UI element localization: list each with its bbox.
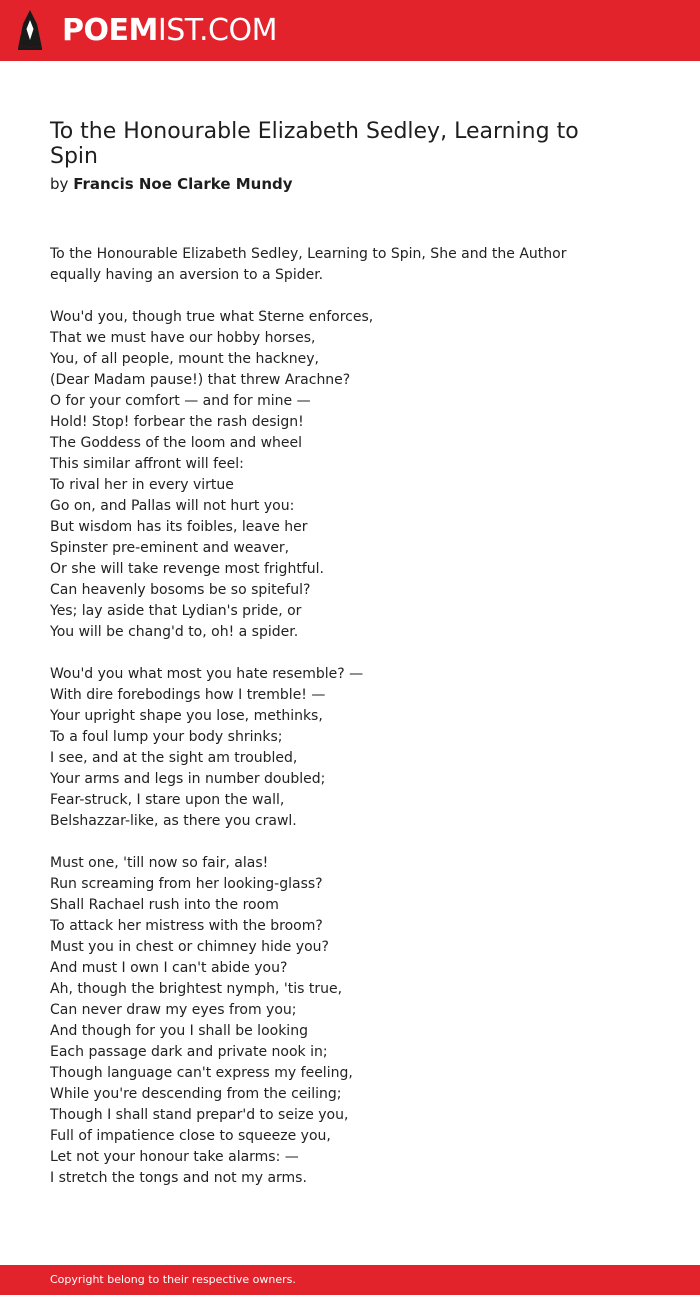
poem-line: Go on, and Pallas will not hurt you: <box>50 498 295 514</box>
poem-line: With dire forebodings how I tremble! — <box>50 687 326 703</box>
poem-line: That we must have our hobby horses, <box>50 330 316 346</box>
site-header <box>0 0 700 61</box>
poem-line: And though for you I shall be looking <box>50 1023 308 1039</box>
poem-line: The Goddess of the loom and wheel <box>50 435 303 451</box>
poem-line: Wou'd you, though true what Sterne enforces, <box>50 309 374 325</box>
poem-intro: To the Honourable Elizabeth Sedley, Learning to Spin, She and the Author equally having an aversion to a Spider. <box>50 246 567 283</box>
byline <box>50 174 293 194</box>
logo-bold-text: POEM <box>62 13 158 48</box>
poem-line: Each passage dark and private nook in; <box>50 1044 328 1060</box>
poem-line: Yes; lay aside that Lydian's pride, or <box>50 603 302 619</box>
poem-line: O for your comfort — and for mine — <box>50 393 311 409</box>
poem-line: You will be chang'd to, oh! a spider. <box>50 624 299 640</box>
poem-title: To the Honourable Elizabeth Sedley, Learning to Spin <box>50 119 579 169</box>
poem-line: But wisdom has its foibles, leave her <box>50 519 308 535</box>
stanza <box>50 307 610 643</box>
poem-line: Your upright shape you lose, methinks, <box>50 708 323 724</box>
poem-line: I stretch the tongs and not my arms. <box>50 1170 307 1186</box>
poem-line: Must you in chest or chimney hide you? <box>50 939 329 955</box>
stanza <box>50 853 610 1189</box>
poem-line: Spinster pre-eminent and weaver, <box>50 540 290 556</box>
poem-line: And must I own I can't abide you? <box>50 960 288 976</box>
poem-line: Though language can't express my feeling, <box>50 1065 353 1081</box>
poem-line: Must one, 'till now so fair, alas! <box>50 855 269 871</box>
site-logo[interactable] <box>62 14 277 48</box>
poem-body <box>50 244 610 1210</box>
copyright-text: Copyright belong to their respective owners. <box>50 1273 296 1286</box>
logo-light-text: IST.COM <box>157 13 277 48</box>
stanza <box>50 664 610 832</box>
poem-line: Can never draw my eyes from you; <box>50 1002 297 1018</box>
poem-line: To rival her in every virtue <box>50 477 234 493</box>
poem-line: Wou'd you what most you hate resemble? — <box>50 666 364 682</box>
poem-line: This similar affront will feel: <box>50 456 244 472</box>
poem-line: Shall Rachael rush into the room <box>50 897 279 913</box>
poem-line: Though I shall stand prepar'd to seize you, <box>50 1107 349 1123</box>
poem-line: Fear-struck, I stare upon the wall, <box>50 792 285 808</box>
poem-line: Or she will take revenge most frightful. <box>50 561 324 577</box>
poem-line: To attack her mistress with the broom? <box>50 918 323 934</box>
stanza-list <box>50 307 610 1189</box>
poem-line: (Dear Madam pause!) that threw Arachne? <box>50 372 351 388</box>
pen-nib-icon <box>18 10 42 50</box>
poem-line: Belshazzar-like, as there you crawl. <box>50 813 297 829</box>
poem-line: Full of impatience close to squeeze you, <box>50 1128 331 1144</box>
site-footer <box>0 1265 700 1295</box>
poem-line: Can heavenly bosoms be so spiteful? <box>50 582 311 598</box>
poem-line: You, of all people, mount the hackney, <box>50 351 319 367</box>
poem-line: I see, and at the sight am troubled, <box>50 750 298 766</box>
author-name: Francis Noe Clarke Mundy <box>73 175 293 193</box>
by-label: by <box>50 175 69 193</box>
poem-line: Let not your honour take alarms: — <box>50 1149 299 1165</box>
poem-line: While you're descending from the ceiling; <box>50 1086 342 1102</box>
poem-line: Run screaming from her looking-glass? <box>50 876 323 892</box>
poem-line: Hold! Stop! forbear the rash design! <box>50 414 304 430</box>
poem-line: Your arms and legs in number doubled; <box>50 771 326 787</box>
poem-line: Ah, though the brightest nymph, 'tis true, <box>50 981 343 997</box>
poem-line: To a foul lump your body shrinks; <box>50 729 283 745</box>
